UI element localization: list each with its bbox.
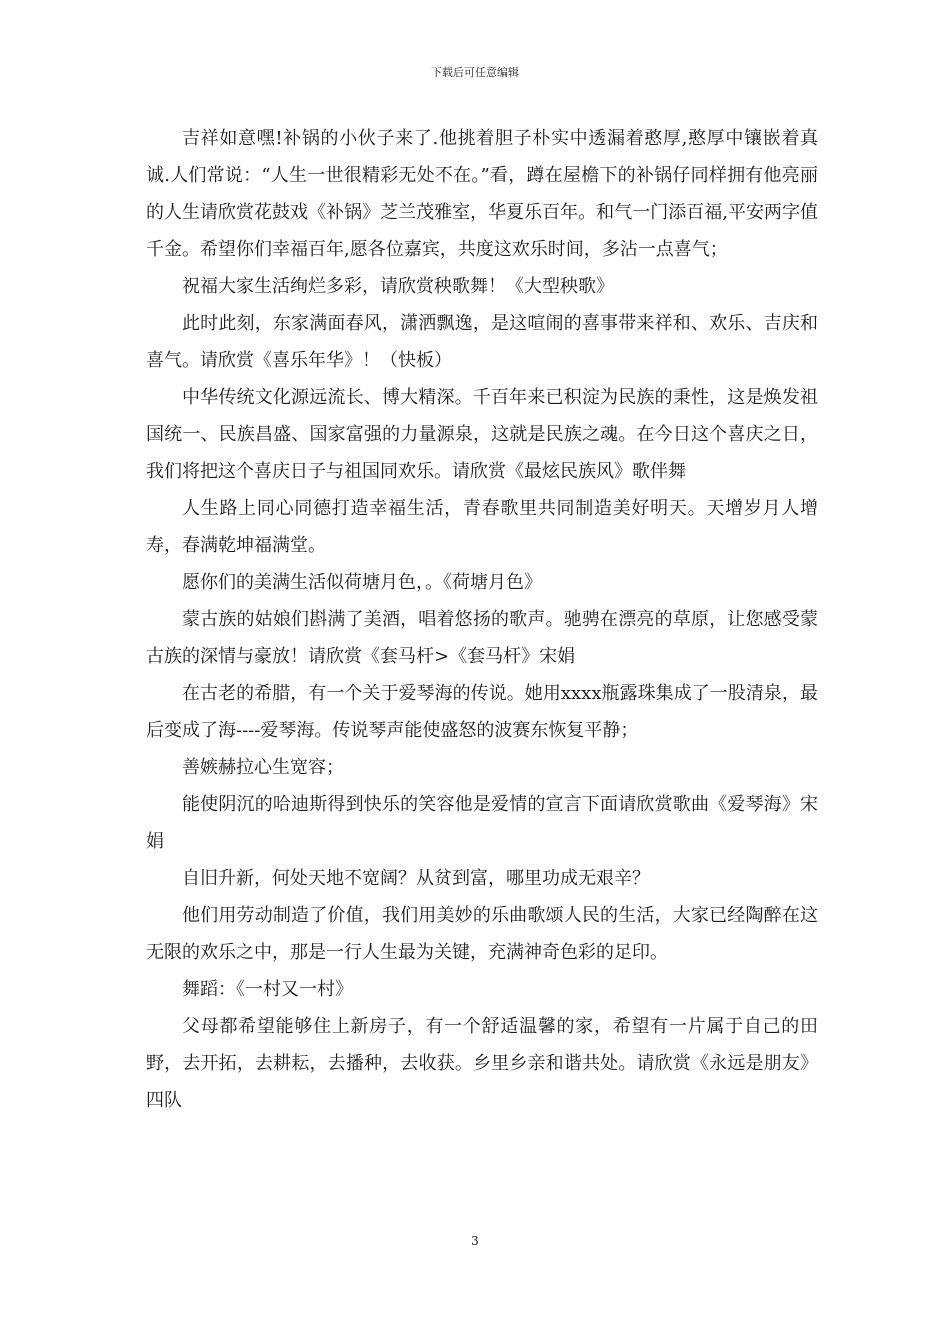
paragraph-4: 中华传统文化源远流长、博大精深。千百年来已积淀为民族的秉性，这是焕发祖国统一、民族昌盛、国家富强的力量源泉，这就是民族之魂。在今日这个喜庆之日，我们将把这个喜庆日子与祖国同欢乐。请欣赏《最炫民族风》歌伴舞 bbox=[146, 387, 818, 482]
paragraph-6: 愿你们的美满生活似荷塘月色，。《荷塘月色》 bbox=[182, 572, 542, 593]
paragraph-9: 善嫉赫拉心生宽容； bbox=[182, 757, 344, 778]
page-header: 下载后可任意编辑 bbox=[431, 66, 519, 79]
paragraph-7: 蒙古族的姑娘们斟满了美酒，唱着悠扬的歌声。驰骋在漂亮的草原，让您感受蒙古族的深情与豪放！请欣赏《套马杆>《套马杆》宋娟 bbox=[146, 609, 818, 667]
paragraph-10: 能使阴沉的哈迪斯得到快乐的笑容他是爱情的宣言下面请欣赏歌曲《爱琴海》宋娟 bbox=[146, 794, 818, 852]
paragraph-8: 在古老的希腊，有一个关于爱琴海的传说。她用xxxx瓶露珠集成了一股清泉，最后变成了海----爱琴海。传说琴声能使盛怒的波赛东恢复平静； bbox=[146, 683, 818, 741]
paragraph-14: 父母都希望能够住上新房子，有一个舒适温馨的家，希望有一片属于自己的田野，去开拓，去耕耘，去播种，去收获。乡里乡亲和谐共处。请欣赏《永远是朋友》四队 bbox=[146, 1016, 818, 1111]
paragraph-1: 吉祥如意嘿!补锅的小伙子来了.他挑着胆子朴实中透漏着憨厚,憨厚中镶嵌着真诚.人们常说：“人生一世很精彩无处不在。”看，蹲在屋檐下的补锅仔同样拥有他亮丽的人生请欣赏花鼓戏《补锅》芝兰茂雅室，华夏乐百年。和气一门添百福,平安两字值千金。希望你们幸福百年,愿各位嘉宾，共度这欢乐时间，多沾一点喜气； bbox=[146, 128, 818, 260]
document-body bbox=[146, 120, 818, 1119]
paragraph-5: 人生路上同心同德打造幸福生活，青春歌里共同制造美好明天。天增岁月人增寿，春满乾坤福满堂。 bbox=[146, 498, 818, 556]
paragraph-2: 祝福大家生活绚烂多彩，请欣赏秧歌舞！《大型秧歌》 bbox=[182, 276, 614, 297]
paragraph-13: 舞蹈：《一村又一村》 bbox=[182, 979, 353, 1000]
page-number: 3 bbox=[471, 1234, 479, 1248]
paragraph-12: 他们用劳动制造了价值，我们用美妙的乐曲歌颂人民的生活，大家已经陶醉在这无限的欢乐之中，那是一行人生最为关键，充满神奇色彩的足印。 bbox=[146, 905, 818, 963]
paragraph-3: 此时此刻，东家满面春风，潇洒飘逸，是这喧闹的喜事带来祥和、欢乐、吉庆和喜气。请欣赏《喜乐年华》！（快板） bbox=[146, 313, 818, 371]
paragraph-11: 自旧升新，何处天地不宽阔？从贫到富，哪里功成无艰辛？ bbox=[182, 868, 650, 889]
